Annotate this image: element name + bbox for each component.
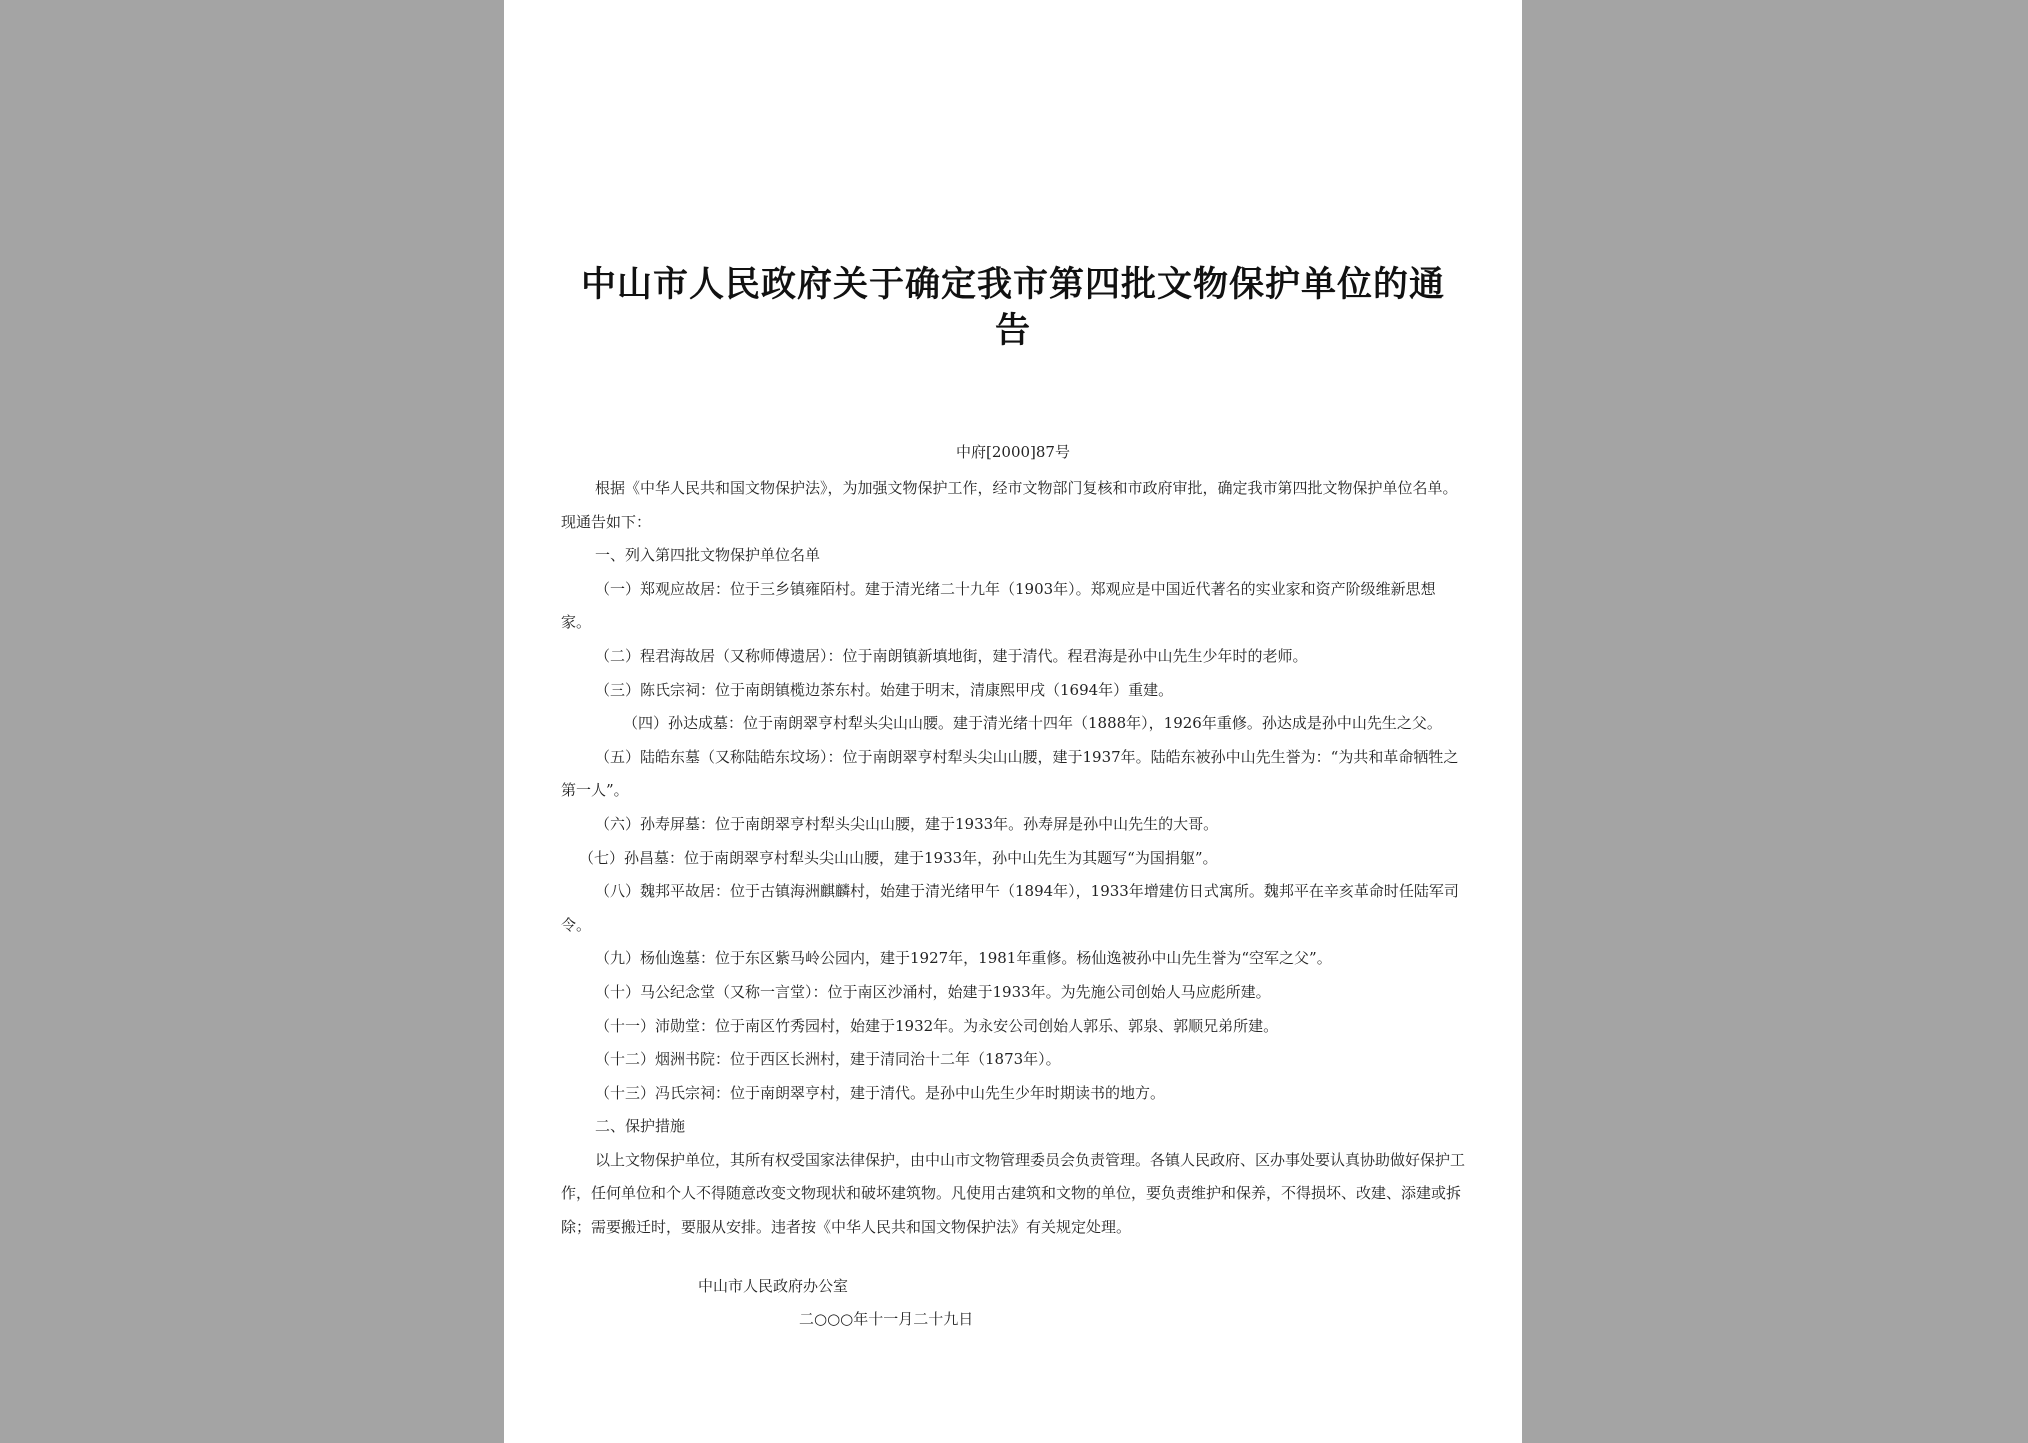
list-item: （十三）冯氏宗祠：位于南朗翠亨村，建于清代。是孙中山先生少年时期读书的地方。: [595, 1083, 1166, 1102]
list-item: （四）孙达成墓：位于南朗翠亨村犁头尖山山腰。建于清光绪十四年（1888年），1926年重修。孙达成是孙中山先生之父。: [623, 714, 1442, 733]
signature-organization: 中山市人民政府办公室: [698, 1277, 849, 1295]
document-number: 中府[2000]87号: [956, 443, 1070, 461]
document-body: [561, 472, 1465, 1245]
measures-paragraph: 以上文物保护单位，其所有权受国家法律保护，由中山市文物管理委员会负责管理。各镇人民政府、区办事处要认真协助做好保护工作，任何单位和个人不得随意改变文物现状和破坏建筑物。凡使用古建筑和文物的单位，要负责维护和保养，不得损坏、改建、添建或拆除；需要搬迁时，要服从安排。违者按《中华人民共和国文物保护法》有关规定处理。: [561, 1150, 1466, 1237]
list-item: （五）陆皓东墓（又称陆皓东坟场）：位于南朗翠亨村犁头尖山山腰，建于1937年。陆皓东被孙中山先生誉为：“为共和革命牺牲之第一人”。: [561, 747, 1459, 800]
section-heading-list: 一、列入第四批文物保护单位名单: [595, 546, 821, 565]
list-item: （六）孙寿屏墓：位于南朗翠亨村犁头尖山山腰，建于1933年。孙寿屏是孙中山先生的大哥。: [595, 814, 1219, 833]
document-page: [504, 0, 1522, 1443]
list-item: （十二）烟洲书院：位于西区长洲村，建于清同治十二年（1873年）。: [595, 1050, 1061, 1069]
list-item: （三）陈氏宗祠：位于南朗镇榄边茶东村。始建于明末，清康熙甲戌（1694年）重建。: [595, 680, 1174, 699]
document-title: 中山市人民政府关于确定我市第四批文物保护单位的通告: [580, 264, 1445, 351]
intro-paragraph: 根据《中华人民共和国文物保护法》，为加强文物保护工作，经市文物部门复核和市政府审批，确定我市第四批文物保护单位名单。现通告如下：: [561, 479, 1458, 531]
list-item: （二）程君海故居（又称师傅遗居）：位于南朗镇新填地街，建于清代。程君海是孙中山先生少年时的老师。: [595, 646, 1308, 665]
list-item: （一）郑观应故居：位于三乡镇雍陌村。建于清光绪二十九年（1903年）。郑观应是中国近代著名的实业家和资产阶级维新思想家。: [561, 579, 1436, 632]
section-heading-measures: 二、保护措施: [595, 1117, 686, 1136]
list-item: （十）马公纪念堂（又称一言堂）：位于南区沙涌村，始建于1933年。为先施公司创始人马应彪所建。: [595, 982, 1271, 1001]
list-item: （九）杨仙逸墓：位于东区紫马岭公园内，建于1927年，1981年重修。杨仙逸被孙中山先生誉为“空军之父”。: [595, 949, 1332, 968]
list-item: （十一）沛勋堂：位于南区竹秀园村，始建于1932年。为永安公司创始人郭乐、郭泉、郭顺兄弟所建。: [595, 1016, 1279, 1035]
list-item: （七）孙昌墓：位于南朗翠亨村犁头尖山山腰，建于1933年，孙中山先生为其题写“为国捐躯”。: [579, 848, 1218, 867]
list-item: （八）魏邦平故居：位于古镇海洲麒麟村，始建于清光绪甲午（1894年），1933年增建仿日式寓所。魏邦平在辛亥革命时任陆军司令。: [561, 882, 1459, 934]
signature-date: 二○○○年十一月二十九日: [799, 1310, 974, 1328]
